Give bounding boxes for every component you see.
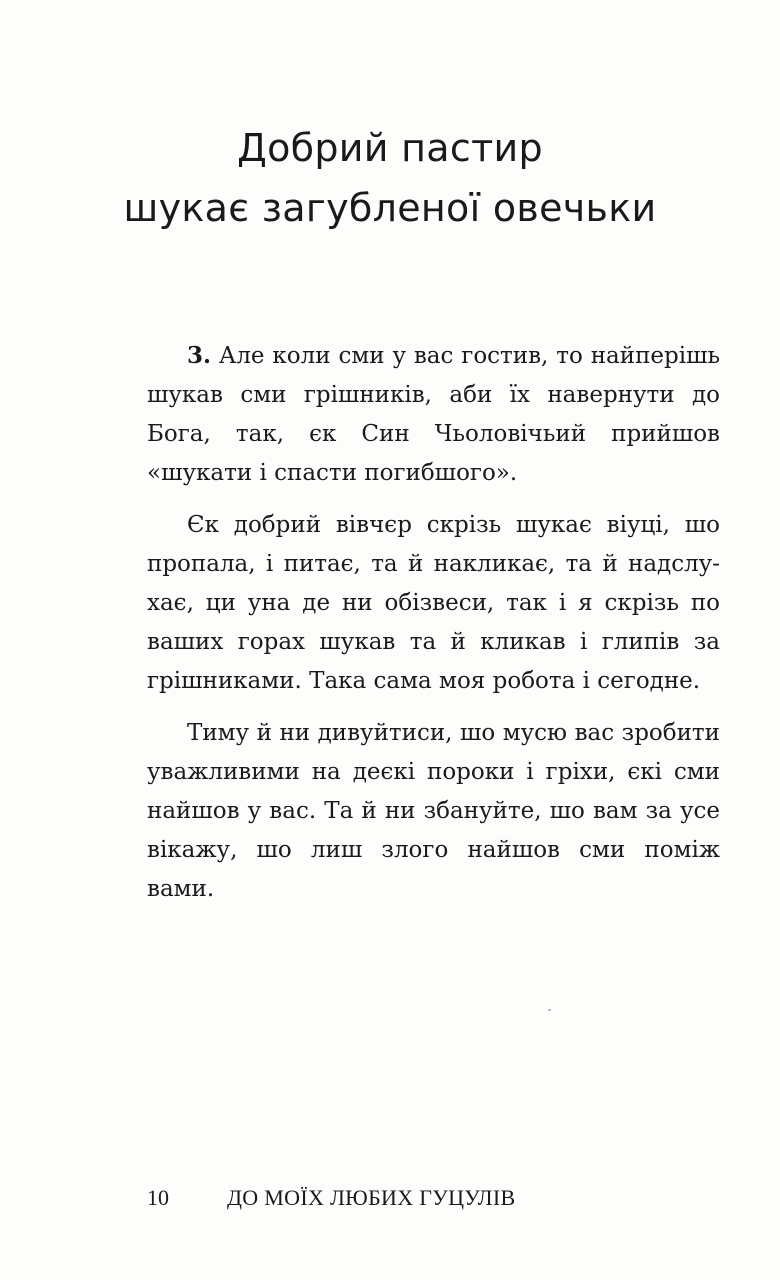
paragraph-3	[147, 714, 720, 909]
page-footer	[147, 1184, 516, 1212]
paper-speck	[548, 1009, 551, 1011]
paragraph-1-text: Але коли сми у вас гостив, то найперішь шукав сми грішників, аби їх навернути до Бога, так, єк Син Чьоловічьий прийшов «шукати і спасти погибшого».	[147, 343, 720, 486]
paragraph-3-text: Тиму й ни дивуйтиси, шо мусю вас зробити уважливими на деєкі пороки і гріхи, єкі сми найшов у вас. Та й ни збануйте, шо вам за усе вікажу, шо лиш злого найшов сми поміж вами.	[147, 720, 720, 902]
paragraph-2	[147, 506, 720, 701]
body-text	[147, 336, 720, 922]
chapter-title-line-2: шукає загубленої овечьки	[123, 186, 657, 230]
paragraph-1	[147, 336, 720, 493]
chapter-title-line-1: Добрий пастир	[237, 126, 543, 170]
chapter-title	[60, 118, 720, 238]
running-head: ДО МОЇХ ЛЮБИХ ГУЦУЛІВ	[227, 1185, 516, 1210]
paragraph-number: 3.	[187, 342, 212, 369]
page-number: 10	[147, 1185, 169, 1210]
paragraph-2-text: Єк добрий вівчєр скрізь шукає віуці, шо пропала, і питає, та й накликає, та й надслухає, ци уна де ни обізвеси, так і я скрізь по ваших горах шукав та й кликав і глипів за грішниками. Така сама моя робота і сегодне.	[147, 512, 720, 694]
